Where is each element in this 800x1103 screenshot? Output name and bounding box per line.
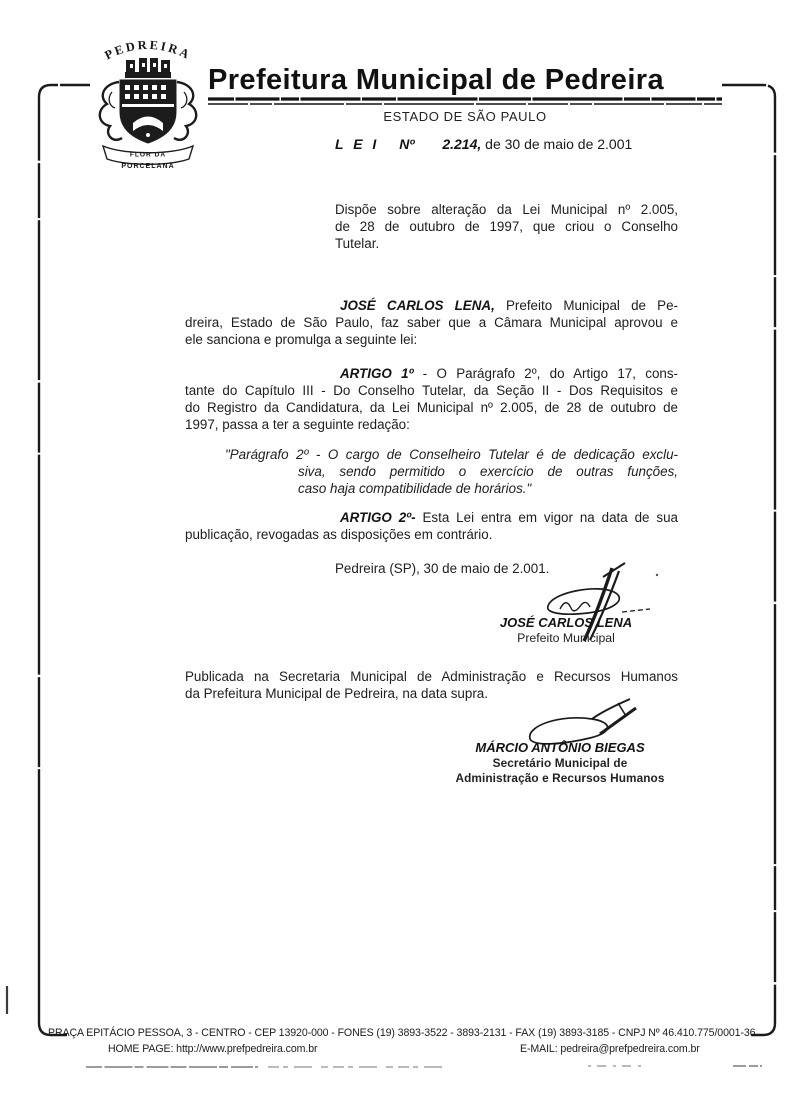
summary-line: de 28 de outubro de 1997, que criou o Conselho <box>335 219 678 234</box>
quote-line: "Parágrafo 2º - O cargo de Conselheiro Tutelar é de dedicação exclu- <box>225 447 678 462</box>
preamble-paragraph <box>185 297 678 348</box>
article-1-paragraph <box>185 365 678 433</box>
law-no-sign: Nº <box>399 136 415 152</box>
footer-email: E-MAIL: pedreira@prefpedreira.com.br <box>520 1043 700 1055</box>
signature-block-mayor <box>486 615 646 645</box>
signature2-role-1: Secretário Municipal de <box>492 756 628 770</box>
summary-line: Tutelar. <box>335 236 380 251</box>
crest-ribbon <box>103 146 193 170</box>
article-2-line: ARTIGO 2º- Esta Lei entra em vigor na data de sua <box>340 510 678 525</box>
article-2-paragraph <box>185 509 678 543</box>
state-subtitle: ESTADO DE SÃO PAULO <box>383 109 547 124</box>
signature2-name: MÁRCIO ANTÔNIO BIEGAS <box>475 740 645 755</box>
signature2-scribble <box>530 699 636 744</box>
law-summary <box>335 201 678 252</box>
dateline: Pedreira (SP), 30 de maio de 2.001. <box>335 561 550 576</box>
article-1-line: do Registro da Candidatura, da Lei Municipal nº 2.005, de 28 de outubro de <box>185 400 678 415</box>
quote-line: caso haja compatibilidade de horários." <box>298 481 532 496</box>
crest-crown <box>125 58 171 78</box>
summary-line: Dispõe sobre alteração da Lei Municipal nº 2.005, <box>335 202 678 217</box>
footer-homepage: HOME PAGE: http://www.prefpedreira.com.br <box>108 1043 318 1055</box>
preamble-line: dreira, Estado de São Paulo, faz saber que a Câmara Municipal aprovou e <box>185 315 678 330</box>
mayor-name-inline: JOSÉ CARLOS LENA, <box>340 298 495 313</box>
article-1-line: 1997, passa a ter a seguinte redação: <box>185 417 410 432</box>
quoted-paragraph <box>225 446 678 497</box>
preamble-line: JOSÉ CARLOS LENA, Prefeito Municipal de Pe- <box>340 298 678 313</box>
article-1-line: ARTIGO 1º - O Parágrafo 2º, do Artigo 17, cons- <box>340 366 679 381</box>
article-1-label: ARTIGO 1º <box>340 366 414 381</box>
article-2-label: ARTIGO 2º- <box>340 510 416 525</box>
publication-line: da Prefeitura Municipal de Pedreira, na data supra. <box>185 686 488 701</box>
quote-line: siva, sendo permitido o exercício de outras funções, <box>298 464 678 479</box>
signature-block-secretary <box>450 740 670 785</box>
title-underline <box>208 99 722 104</box>
signature2-role-2: Administração e Recursos Humanos <box>455 771 665 785</box>
crest-shield <box>120 80 176 143</box>
law-number-line <box>335 136 632 152</box>
preamble-line: ele sanciona e promulga a seguinte lei: <box>185 332 418 347</box>
signature1-role: Prefeito Municipal <box>517 631 615 645</box>
pedreira-coat-of-arms <box>100 38 196 170</box>
article-2-line: publicação, revogadas as disposições em contrário. <box>185 527 493 542</box>
law-word: L E I <box>335 136 380 152</box>
article-1-line: tante do Capítulo III - Do Conselho Tutelar, da Seção II - Dos Requisitos e <box>185 383 678 398</box>
publication-paragraph <box>185 668 678 702</box>
law-date: de 30 de maio de 2.001 <box>485 136 633 152</box>
publication-line: Publicada na Secretaria Municipal de Administração e Recursos Humanos <box>185 669 678 684</box>
footer-address-line: PRAÇA EPITÁCIO PESSOA, 3 - CENTRO - CEP 13920-000 - FONES (19) 3893-3522 - 3893-2131 - FAX (19) 3893-3185 - CNPJ Nº 46.410.775/0001-36 <box>48 1027 756 1039</box>
signature1-name: JOSÉ CARLOS LENA <box>499 615 633 630</box>
document-title: Prefeitura Municipal de Pedreira <box>208 64 664 96</box>
crest-motto-1: FLOR DA <box>129 151 167 159</box>
law-number: 2.214, <box>442 136 482 152</box>
crest-city-name: PEDREIRA <box>102 37 194 63</box>
crest-motto-2: PORCELANA <box>121 163 175 170</box>
